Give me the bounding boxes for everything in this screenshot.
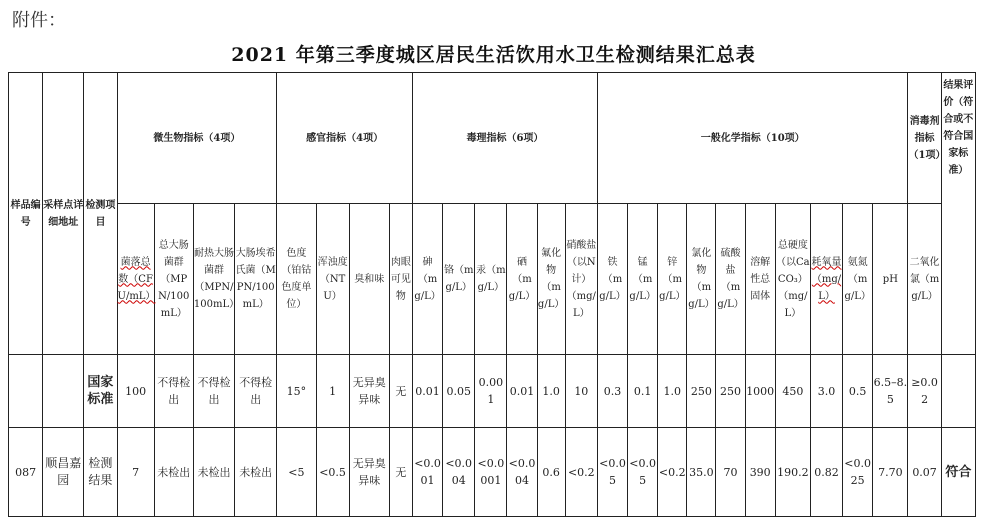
result-value: 未检出 — [235, 428, 277, 517]
result-value: <0.2 — [565, 428, 597, 517]
standard-value: 15° — [277, 355, 316, 428]
header-row-groups — [9, 73, 976, 204]
result-sample-no: 087 — [9, 428, 43, 517]
col-header: 砷（mg/L） — [412, 204, 442, 355]
col-header: 耗氧量（mg/L） — [810, 204, 842, 355]
results-table — [8, 72, 976, 517]
col-header: 硫酸盐（mg/L） — [716, 204, 745, 355]
result-row — [9, 428, 976, 517]
result-value: 0.6 — [537, 428, 565, 517]
result-value: <0.004 — [443, 428, 475, 517]
col-header: 大肠埃希氏菌（MPN/100mL） — [235, 204, 277, 355]
result-value: 0.07 — [908, 428, 941, 517]
standard-value: 0.5 — [843, 355, 873, 428]
col-header: 溶解性总固体 — [745, 204, 775, 355]
col-header: 锌（mg/L） — [658, 204, 687, 355]
result-value: 190.2 — [775, 428, 810, 517]
result-label: 检测结果 — [84, 428, 117, 517]
result-site: 顺昌嘉园 — [43, 428, 84, 517]
result-value: <0.025 — [843, 428, 873, 517]
col-header: 铬（mg/L） — [443, 204, 475, 355]
standard-row — [9, 355, 976, 428]
standard-value: 0.01 — [412, 355, 442, 428]
standard-value: 不得检出 — [193, 355, 234, 428]
header-sample-site: 采样点详细地址 — [43, 73, 84, 355]
attachment-label: 附件： — [12, 10, 66, 31]
col-header: 硝酸盐（以N计）（mg/L） — [565, 204, 597, 355]
result-value: 7 — [117, 428, 154, 517]
standard-value: 不得检出 — [235, 355, 277, 428]
result-value: <0.004 — [507, 428, 537, 517]
header-test-item: 检测项目 — [84, 73, 117, 355]
result-evaluation: 符合 — [941, 428, 975, 517]
standard-value: 250 — [687, 355, 716, 428]
col-header: 色度（铂钴色度单位） — [277, 204, 316, 355]
result-value: 0.82 — [810, 428, 842, 517]
standard-label: 国家标准 — [84, 355, 117, 428]
standard-value: 1.0 — [658, 355, 687, 428]
standard-value: 450 — [775, 355, 810, 428]
col-header: 浑浊度（NTU） — [316, 204, 349, 355]
col-header: 肉眼可见物 — [389, 204, 412, 355]
col-header: 汞（mg/L） — [475, 204, 507, 355]
col-header: 菌落总数（CFU/mL） — [117, 204, 154, 355]
result-value: <5 — [277, 428, 316, 517]
group-disinfect: 消毒剂指标（1项） — [908, 73, 941, 204]
standard-value: 3.0 — [810, 355, 842, 428]
result-value: 未检出 — [193, 428, 234, 517]
group-chemical: 一般化学指标（10项） — [597, 73, 908, 204]
result-value: 7.70 — [873, 428, 908, 517]
result-value: <0.001 — [412, 428, 442, 517]
standard-value: 0.3 — [597, 355, 627, 428]
result-value: <0.2 — [658, 428, 687, 517]
standard-value: 0.1 — [628, 355, 658, 428]
group-toxic: 毒理指标（6项） — [412, 73, 597, 204]
standard-value: 1 — [316, 355, 349, 428]
col-header: 氨氮（mg/L） — [843, 204, 873, 355]
col-header: 耐热大肠菌群（MPN/100mL） — [193, 204, 234, 355]
col-header: 氯化物（mg/L） — [687, 204, 716, 355]
standard-value: 0.05 — [443, 355, 475, 428]
standard-value: 无 — [389, 355, 412, 428]
standard-value: 1.0 — [537, 355, 565, 428]
header-sample-no: 样品编号 — [9, 73, 43, 355]
standard-value: 0.01 — [507, 355, 537, 428]
group-sensory: 感官指标（4项） — [277, 73, 413, 204]
result-value: <0.05 — [628, 428, 658, 517]
page-title: 2021 年第三季度城区居民生活饮用水卫生检测结果汇总表 — [231, 44, 756, 66]
result-value: 无 — [389, 428, 412, 517]
col-header: 锰（mg/L） — [628, 204, 658, 355]
col-header: 臭和味 — [349, 204, 389, 355]
standard-value: 100 — [117, 355, 154, 428]
result-value: 390 — [745, 428, 775, 517]
empty-cell — [9, 355, 43, 428]
col-header: 铁（mg/L） — [597, 204, 627, 355]
result-value: 未检出 — [154, 428, 193, 517]
standard-value: 6.5–8.5 — [873, 355, 908, 428]
group-micro: 微生物指标（4项） — [117, 73, 277, 204]
result-value: <0.5 — [316, 428, 349, 517]
result-value: 35.0 — [687, 428, 716, 517]
result-value: <0.05 — [597, 428, 627, 517]
standard-value: 1000 — [745, 355, 775, 428]
standard-value: 10 — [565, 355, 597, 428]
empty-cell — [43, 355, 84, 428]
standard-value: 不得检出 — [154, 355, 193, 428]
col-header: 硒（mg/L） — [507, 204, 537, 355]
col-header: 二氧化氯（mg/L） — [908, 204, 941, 355]
standard-value: 250 — [716, 355, 745, 428]
col-header: 氟化物（mg/L） — [537, 204, 565, 355]
standard-value: 0.001 — [475, 355, 507, 428]
col-header: pH — [873, 204, 908, 355]
result-value: 无异臭异味 — [349, 428, 389, 517]
group-result: 结果评价（符合或不符合国家标准） — [941, 73, 975, 355]
col-header: 总大肠菌群（MPN/100mL） — [154, 204, 193, 355]
result-value: <0.0001 — [475, 428, 507, 517]
standard-value: 无异臭异味 — [349, 355, 389, 428]
result-value: 70 — [716, 428, 745, 517]
header-row-columns — [9, 204, 976, 355]
empty-cell — [941, 355, 975, 428]
col-header: 总硬度（以CaCO₃）（mg/L） — [775, 204, 810, 355]
standard-value: ≥0.02 — [908, 355, 941, 428]
